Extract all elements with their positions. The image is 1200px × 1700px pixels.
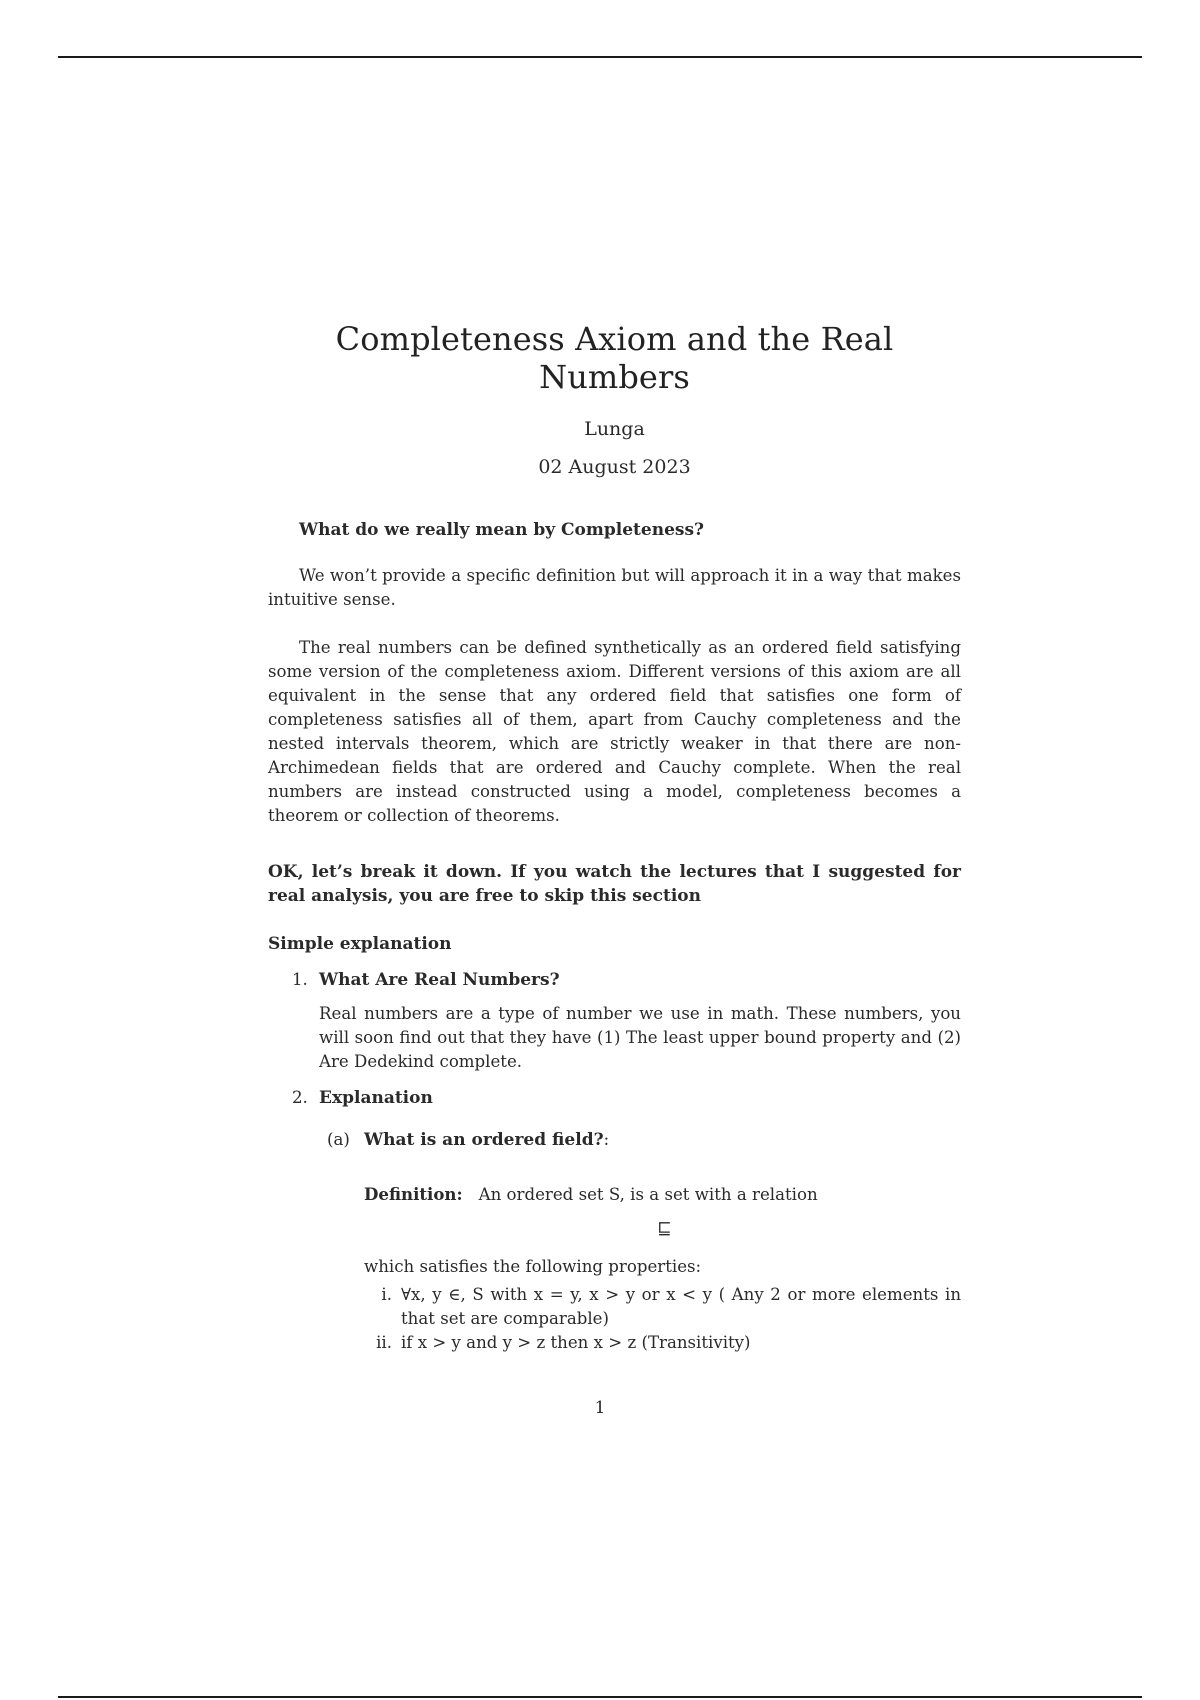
- list-item-number: 1.: [292, 970, 308, 989]
- document-date: 02 August 2023: [538, 456, 691, 478]
- list-item-number: 2.: [292, 1088, 308, 1107]
- property-label: i.: [381, 1285, 392, 1304]
- property-item: [364, 1283, 961, 1331]
- list-item-heading: What Are Real Numbers?: [319, 970, 560, 990]
- property-text: if x > y and y > z then x > z (Transitivity): [401, 1333, 751, 1352]
- relation-symbol: ⊑: [657, 1219, 672, 1239]
- property-label: ii.: [376, 1333, 392, 1352]
- intro-paragraph: We won’t provide a specific definition but will approach it in a way that makes intuitive sense.: [268, 566, 961, 609]
- document-title: Completeness Axiom and the Real Numbers: [335, 320, 894, 396]
- bottom-rule: [58, 1696, 1142, 1698]
- list-item: [268, 968, 961, 1074]
- ordered-field-question: What is an ordered field?: [364, 1130, 604, 1150]
- document-page: [268, 320, 961, 1355]
- top-rule: [58, 56, 1142, 58]
- property-item: [364, 1331, 961, 1355]
- page-number: 1: [594, 1398, 606, 1418]
- definition-label: Definition:: [364, 1184, 463, 1204]
- definition-block: [364, 1182, 961, 1207]
- sub-list-item-label: (a): [327, 1130, 350, 1149]
- property-text: ∀x, y ∈, S with x = y, x > y or x < y ( Any 2 or more elements in that set are comparable): [401, 1285, 961, 1328]
- list-item-body: Real numbers are a type of number we use in math. These numbers, you will soon find out that they have (1) The least upper bound property and (2) Are Dedekind complete.: [319, 1004, 961, 1071]
- list-item-heading: Explanation: [319, 1088, 433, 1108]
- simple-explanation-heading: Simple explanation: [268, 934, 452, 954]
- definition-text: An ordered set S, is a set with a relation: [478, 1185, 818, 1204]
- document-author: Lunga: [584, 418, 645, 440]
- section-question: What do we really mean by Completeness?: [299, 520, 704, 540]
- sub-list-item-heading: [364, 1128, 961, 1152]
- list-item: [268, 1086, 961, 1355]
- callout-text: OK, let’s break it down. If you watch the lectures that I suggested for real analysis, you are free to skip this section: [268, 862, 961, 906]
- sub-list-item: [319, 1128, 961, 1355]
- heading-suffix: :: [603, 1130, 610, 1150]
- definition-paragraph: The real numbers can be defined synthetically as an ordered field satisfying some version of the completeness axiom. Different versions of this axiom are all equivalent in the sense that any ordered field that satisfies one form of completeness satisfies all of them, apart from Cauchy completeness and the nested intervals theorem, which are strictly weaker in that there are non-Archimedean fields that are ordered and Cauchy complete. When the real numbers are instead constructed using a model, completeness becomes a theorem or collection of theorems.: [268, 638, 961, 825]
- properties-intro: which satisfies the following properties:: [364, 1257, 702, 1276]
